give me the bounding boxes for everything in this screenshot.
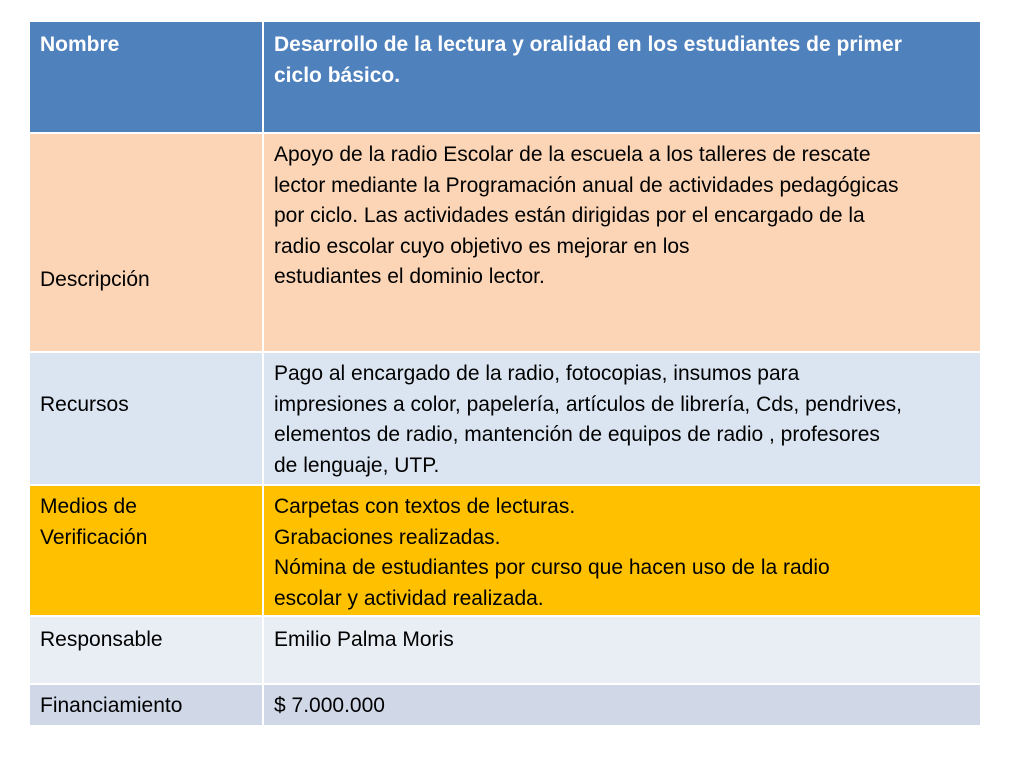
- recursos-value-line-4: de lenguaje, UTP.: [274, 453, 440, 477]
- financiamiento-value: $ 7.000.000: [274, 694, 385, 717]
- nombre-value-line-2: ciclo básico.: [274, 63, 401, 87]
- nombre-value-line-1: Desarrollo de la lectura y oralidad en los estudiantes de primer: [274, 33, 902, 56]
- project-info-table: [28, 20, 982, 727]
- descripcion-value-line-2: lector mediante la Programación anual de actividades pedagógicas: [274, 173, 899, 197]
- recursos-value-line-2: impresiones a color, papelería, artículos de librería, Cds, pendrives,: [274, 392, 902, 416]
- value-cell-descripcion: [263, 133, 981, 352]
- nombre-label: Nombre: [40, 33, 120, 56]
- recursos-label: Recursos: [40, 393, 129, 416]
- medios-label-line-2: Verificación: [40, 525, 148, 549]
- responsable-label: Responsable: [40, 628, 163, 651]
- label-cell-responsable: [29, 616, 263, 684]
- table-row-descripcion: [29, 133, 981, 352]
- label-cell-medios: [29, 485, 263, 616]
- value-cell-recursos: [263, 352, 981, 485]
- label-cell-nombre: [29, 21, 263, 133]
- table-row-recursos: [29, 352, 981, 485]
- table-row-financiamiento: [29, 684, 981, 726]
- responsable-value: Emilio Palma Moris: [274, 628, 454, 651]
- table-row-responsable: [29, 616, 981, 684]
- descripcion-value-line-4: radio escolar cuyo objetivo es mejorar en los: [274, 234, 690, 258]
- medios-value-line-1: Carpetas con textos de lecturas.: [274, 495, 576, 518]
- value-cell-financiamiento: [263, 684, 981, 726]
- descripcion-value-line-5: estudiantes el dominio lector.: [274, 265, 545, 288]
- medios-value-line-3: Nómina de estudiantes por curso que hacen uso de la radio: [274, 556, 830, 579]
- label-cell-descripcion: [29, 133, 263, 352]
- label-cell-financiamiento: [29, 684, 263, 726]
- descripcion-value-line-3: por ciclo. Las actividades están dirigidas por el encargado de la: [274, 204, 865, 227]
- value-cell-nombre: [263, 21, 981, 133]
- recursos-value-line-3: elementos de radio, mantención de equipos de radio , profesores: [274, 423, 880, 446]
- descripcion-value-line-1: Apoyo de la radio Escolar de la escuela a los talleres de rescate: [274, 143, 871, 166]
- table-row-nombre: [29, 21, 981, 133]
- medios-label-line-1: Medios de: [40, 495, 137, 518]
- label-cell-recursos: [29, 352, 263, 485]
- descripcion-label: Descripción: [40, 267, 150, 291]
- medios-value-line-4: escolar y actividad realizada.: [274, 586, 544, 610]
- medios-value-line-2: Grabaciones realizadas.: [274, 525, 501, 549]
- recursos-value-line-1: Pago al encargado de la radio, fotocopias, insumos para: [274, 362, 800, 385]
- value-cell-responsable: [263, 616, 981, 684]
- financiamiento-label: Financiamiento: [40, 694, 183, 717]
- table-row-medios: [29, 485, 981, 616]
- value-cell-medios: [263, 485, 981, 616]
